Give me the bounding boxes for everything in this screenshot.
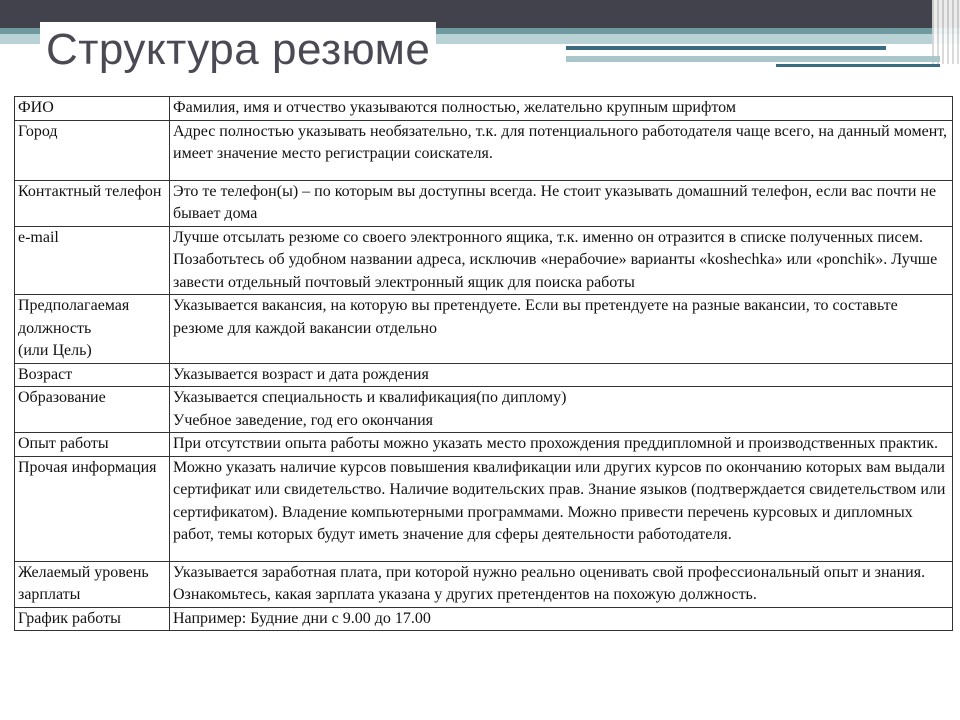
row-description-cell bbox=[170, 97, 953, 121]
row-field-cell bbox=[15, 363, 170, 387]
table-row bbox=[15, 387, 953, 433]
row-field-label: Возраст bbox=[18, 365, 73, 383]
row-description-text: Это те телефон(ы) – по которым вы доступны всегда. Не стоит указывать домашний телефон, если вас почти не бывает дома bbox=[173, 182, 937, 222]
row-description-text: Указывается заработная плата, при которой нужно реально оценивать свой профессиональный опыт и знания. Ознакомьтесь, какая зарплата указана у других претендентов на похожую должность. bbox=[173, 563, 926, 603]
row-field-label: Опыт работы bbox=[18, 435, 109, 452]
row-field-label: Желаемый уровень зарплаты bbox=[18, 563, 149, 603]
row-field-label: Контактный телефон bbox=[18, 182, 162, 200]
row-description-text: При отсутствии опыта работы можно указать место прохождения преддипломной и производственных практик. bbox=[173, 435, 939, 452]
row-description-cell bbox=[170, 295, 953, 364]
row-field-cell bbox=[15, 295, 170, 364]
title-decoration-line bbox=[566, 46, 886, 50]
row-description-cell bbox=[170, 387, 953, 433]
table-row bbox=[15, 180, 953, 226]
title-decoration-band bbox=[566, 56, 940, 62]
row-field-label: Предполагаемая должность (или Цель) bbox=[18, 297, 130, 359]
slide-title: Структура резюме bbox=[40, 22, 436, 78]
row-description-cell bbox=[170, 120, 953, 180]
row-field-cell bbox=[15, 456, 170, 561]
resume-structure-table bbox=[14, 96, 953, 631]
row-field-cell bbox=[15, 120, 170, 180]
row-field-label: ФИО bbox=[18, 99, 54, 116]
row-description-cell bbox=[170, 561, 953, 607]
cell-spacer bbox=[173, 547, 949, 561]
table-row bbox=[15, 607, 953, 631]
table-row bbox=[15, 295, 953, 364]
table-row bbox=[15, 226, 953, 295]
row-description-text: Например: Будние дни с 9.00 до 17.00 bbox=[173, 609, 431, 627]
row-field-cell bbox=[15, 226, 170, 295]
row-description-text: Указывается специальность и квалификация(по диплому) Учебное заведение, год его окончания bbox=[173, 389, 567, 429]
row-field-label: График работы bbox=[18, 609, 121, 627]
row-description-cell bbox=[170, 433, 953, 457]
table-row bbox=[15, 363, 953, 387]
row-field-label: Прочая информация bbox=[18, 458, 157, 476]
row-field-label: Образование bbox=[18, 389, 106, 406]
table-row bbox=[15, 561, 953, 607]
row-description-cell bbox=[170, 226, 953, 295]
row-field-cell bbox=[15, 387, 170, 433]
table-row bbox=[15, 433, 953, 457]
title-decoration-line-short bbox=[776, 64, 940, 67]
corner-stripes-decoration bbox=[932, 0, 960, 64]
row-field-cell bbox=[15, 97, 170, 121]
row-description-text: Указывается возраст и дата рождения bbox=[173, 365, 429, 383]
table-row bbox=[15, 97, 953, 121]
row-description-text: Фамилия, имя и отчество указываются полностью, желательно крупным шрифтом bbox=[173, 99, 736, 116]
row-field-cell bbox=[15, 607, 170, 631]
row-field-cell bbox=[15, 561, 170, 607]
row-description-text: Можно указать наличие курсов повышения квалификации или других курсов по окончанию которых вам выдали сертификат или свидетельство. Наличие водительских прав. Знание языков (подтверждается свидетельством или сертификатом). Владение компьютерными программами. Можно привести перечень курсовых и дипломных работ, темы которых будут иметь значение для сферы деятельности работодателя. bbox=[173, 458, 946, 543]
row-field-label: e-mail bbox=[18, 228, 59, 246]
row-field-cell bbox=[15, 433, 170, 457]
row-field-label: Город bbox=[18, 122, 58, 140]
row-description-text: Адрес полностью указывать необязательно, т.к. для потенциального работодателя чаще всего, на данный момент, имеет значение место регистрации соискателя. bbox=[173, 122, 948, 162]
row-description-text: Лучше отсылать резюме со своего электронного ящика, т.к. именно он отразится в списке полученных писем. Позаботьтесь об удобном названии адреса, исключив «нерабочие» варианты «koshechka» или «ponchik». Лучше завести отдельный почтовый электронный ящик для поиска работы bbox=[173, 228, 938, 291]
row-description-text: Указывается вакансия, на которую вы претендуете. Если вы претендуете на разные вакансии, то составьте резюме для каждой вакансии отдельно bbox=[173, 297, 898, 337]
row-description-cell bbox=[170, 180, 953, 226]
table-row bbox=[15, 456, 953, 561]
row-field-cell bbox=[15, 180, 170, 226]
table-row bbox=[15, 120, 953, 180]
row-description-cell bbox=[170, 456, 953, 561]
row-description-cell bbox=[170, 363, 953, 387]
row-description-cell bbox=[170, 607, 953, 631]
cell-spacer bbox=[173, 166, 949, 180]
